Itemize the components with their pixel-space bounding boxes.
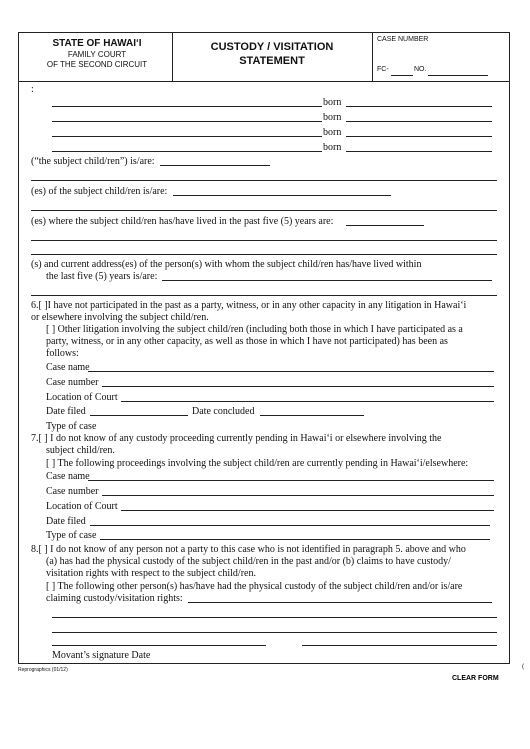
s6-case-name-label: Case name — [46, 362, 90, 373]
page-mark: ( — [522, 664, 524, 670]
s6-case-number-label: Case number — [46, 377, 99, 388]
s7-date-filed-label: Date filed — [46, 516, 86, 527]
date-line — [302, 645, 497, 646]
s7-location-label: Location of Court — [46, 501, 118, 512]
born-label-4: born — [323, 142, 342, 153]
child-born-field-1[interactable] — [346, 96, 492, 107]
section8-field-2[interactable] — [52, 607, 497, 618]
born-label-2: born — [323, 112, 342, 123]
section8-line3: visitation rights with respect to the subject child/ren. — [46, 568, 256, 579]
header-divider-right — [372, 32, 373, 82]
s6-case-number-field[interactable] — [102, 376, 494, 387]
s7-type-field[interactable] — [100, 529, 490, 540]
s6-type-label: Type of case — [46, 421, 97, 432]
child-name-field-2[interactable] — [52, 111, 322, 122]
section2-field[interactable] — [173, 185, 391, 196]
s6-date-filed-field[interactable] — [90, 405, 188, 416]
section2-label: (es) of the subject child/ren is/are: — [31, 186, 168, 197]
section4-line1: (s) and current address(es) of the person(s) with whom the subject child/ren has/have lived within — [31, 259, 422, 270]
s6-location-field[interactable] — [121, 391, 494, 402]
section8-field-3[interactable] — [52, 622, 497, 633]
s7-date-filed-field[interactable] — [90, 515, 490, 526]
s7-case-name-field[interactable] — [88, 470, 494, 481]
section7-line2: subject child/ren. — [46, 445, 115, 456]
section8-line4: [ ] The following other person(s) has/have had the physical custody of the subject child/ren and/or is/are — [46, 581, 463, 592]
section7-line1: 7.[ ] I do not know of any custody proceeding currently pending in Hawai‘i or elsewhere involving the — [31, 433, 442, 444]
clear-form-button[interactable]: CLEAR FORM — [452, 675, 499, 682]
signature-line — [52, 645, 266, 646]
fc-number-field[interactable] — [391, 65, 413, 76]
section6-line4: party, witness, or in any other capacity, as well as those in which I have not participated) has been as — [46, 336, 448, 347]
state-heading: STATE OF HAWAI‘I — [52, 38, 142, 49]
section1-prefix: : — [31, 84, 34, 95]
s6-case-name-field[interactable] — [88, 361, 494, 372]
section4-field-2[interactable] — [31, 285, 497, 296]
child-born-field-2[interactable] — [346, 111, 492, 122]
circuit-name: OF THE SECOND CIRCUIT — [46, 60, 148, 69]
fc-label: FC- — [377, 66, 389, 73]
form-title-line1: CUSTODY / VISITATION — [210, 41, 334, 53]
section2-field-2[interactable] — [31, 200, 497, 211]
subject-children-field[interactable] — [160, 155, 270, 166]
signature-label: Movant’s signature Date — [52, 650, 151, 661]
section6-line3: [ ] Other litigation involving the subject child/ren (including both those in which I have participated as a — [46, 324, 463, 335]
section8-line1: 8.[ ] I do not know of any person not a party to this case who is not identified in paragraph 5. above and who — [31, 544, 466, 555]
section3-field-3[interactable] — [31, 244, 497, 255]
section4-field[interactable] — [162, 270, 492, 281]
s6-date-filed-label: Date filed — [46, 406, 86, 417]
s7-case-name-label: Case name — [46, 471, 90, 482]
s7-case-number-label: Case number — [46, 486, 99, 497]
s6-location-label: Location of Court — [46, 392, 118, 403]
subject-children-field-2[interactable] — [31, 170, 497, 181]
child-name-field-3[interactable] — [52, 126, 322, 137]
s6-date-concluded-label: Date concluded — [192, 406, 255, 417]
form-title-line2: STATEMENT — [239, 55, 305, 67]
child-name-field-4[interactable] — [52, 141, 322, 152]
subject-children-label: (“the subject child/ren”) is/are: — [31, 156, 155, 167]
child-name-field-1[interactable] — [52, 96, 322, 107]
reprographics-label: Reprographics (01/12) — [18, 667, 68, 673]
born-label-1: born — [323, 97, 342, 108]
section6-line5: follows: — [46, 348, 79, 359]
section7-line3: [ ] The following proceedings involving the subject child/ren are currently pending in Hawai‘i/elsewhere: — [46, 458, 469, 469]
section3-field-2[interactable] — [31, 230, 497, 241]
no-label: NO. — [414, 66, 427, 73]
court-name: FAMILY COURT — [67, 50, 127, 59]
s6-date-concluded-field[interactable] — [260, 405, 364, 416]
s7-location-field[interactable] — [121, 500, 494, 511]
section8-line5: claiming custody/visitation rights: — [46, 593, 183, 604]
section4-line2: the last five (5) years is/are: — [46, 271, 158, 282]
child-born-field-4[interactable] — [346, 141, 492, 152]
born-label-3: born — [323, 127, 342, 138]
case-number-label: CASE NUMBER — [377, 36, 429, 43]
section8-line2: (a) has had the physical custody of the subject child/ren in the past and/or (b) claims to have custody/ — [46, 556, 451, 567]
section6-line2: or elsewhere involving the subject child/ren. — [31, 312, 209, 323]
section3-label: (es) where the subject child/ren has/have lived in the past five (5) years are: — [31, 216, 334, 227]
child-born-field-3[interactable] — [346, 126, 492, 137]
s7-case-number-field[interactable] — [102, 485, 494, 496]
case-no-field[interactable] — [428, 65, 488, 76]
section6-line1: 6.[ ]I have not participated in the past as a party, witness, or in any other capacity in any litigation in Hawai‘i — [31, 300, 467, 311]
section8-field[interactable] — [188, 592, 492, 603]
s7-type-label: Type of case — [46, 530, 97, 541]
section3-field[interactable] — [346, 215, 424, 226]
